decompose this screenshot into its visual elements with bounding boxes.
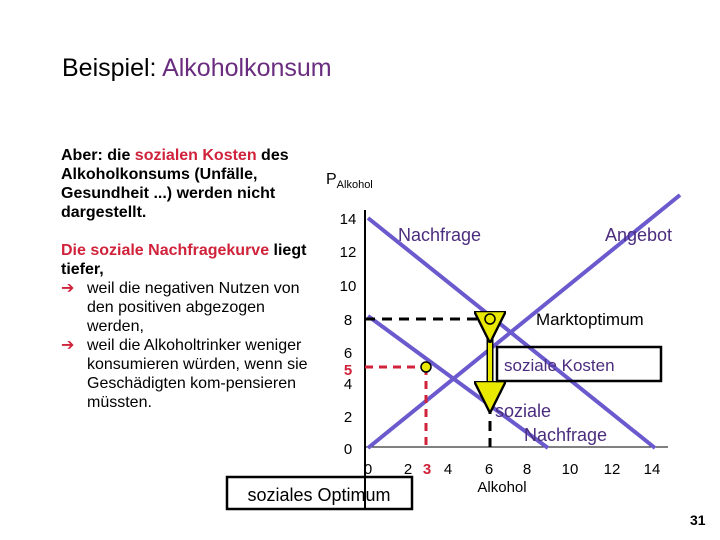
x-tick-label: 3 bbox=[422, 461, 432, 478]
x-tick-label: 8 bbox=[522, 461, 532, 478]
x-tick-label: 4 bbox=[443, 461, 453, 478]
title-prefix: Beispiel: bbox=[62, 54, 157, 82]
market-optimum-label: Marktoptimum bbox=[536, 310, 644, 329]
y-tick-label: 0 bbox=[343, 441, 353, 458]
arrow-bullet-icon: ➔ bbox=[61, 337, 75, 354]
x-tick-label: 10 bbox=[561, 461, 579, 478]
y-axis-label-main: P bbox=[326, 171, 337, 188]
social-demand-label: soziale bbox=[495, 401, 552, 421]
y-tick-label: 5 bbox=[343, 362, 353, 379]
x-tick-label: 2 bbox=[403, 461, 413, 478]
social-cost-label: soziale Kosten bbox=[504, 356, 615, 375]
x-axis-label: Alkohol bbox=[477, 479, 527, 496]
y-tick-label: 14 bbox=[339, 211, 357, 228]
y-tick-label: 6 bbox=[343, 345, 353, 362]
text-highlight: Die soziale Nachfragekurve bbox=[61, 242, 270, 259]
x-tick-label: 12 bbox=[603, 461, 621, 478]
y-axis-label-sub: Alkohol bbox=[336, 179, 373, 192]
list-item-text: weil die Alkoholtrinker weniger konsumieren würden, wenn sie Geschädigten kom-pensieren müssten. bbox=[87, 337, 308, 411]
x-tick-label: 14 bbox=[643, 461, 661, 478]
x-tick-label: 0 bbox=[363, 461, 373, 478]
y-tick-labels bbox=[340, 211, 357, 458]
y-tick-label: 2 bbox=[343, 409, 353, 426]
x-tick-label: 6 bbox=[484, 461, 494, 478]
slide-number: 31 bbox=[690, 512, 706, 528]
y-tick-label: 4 bbox=[343, 376, 353, 393]
list-item-text: weil die negativen Nutzen von den positiven abgezogen werden, bbox=[87, 280, 300, 335]
y-tick-label: 12 bbox=[339, 244, 357, 261]
title-subject: Alkoholkonsum bbox=[162, 54, 332, 82]
market-optimum-point bbox=[485, 314, 495, 324]
x-tick-labels bbox=[364, 461, 661, 496]
text-segment: liegt tiefer, bbox=[61, 242, 307, 278]
social-optimum-point bbox=[421, 362, 431, 372]
demand-label: Nachfrage bbox=[398, 225, 482, 245]
arrow-bullet-icon: ➔ bbox=[61, 280, 75, 297]
y-tick-label: 10 bbox=[339, 278, 357, 295]
social-optimum-label: soziales Optimum bbox=[247, 485, 391, 505]
supply-label: Angebot bbox=[605, 225, 673, 245]
text-segment: Aber: die bbox=[61, 147, 135, 164]
social-demand-label: Nachfrage bbox=[524, 425, 608, 445]
text-segment: des Alkoholkonsums (Unfälle, Gesundheit ...) werden nicht dargestellt. bbox=[61, 147, 289, 221]
guide-lines bbox=[365, 314, 495, 447]
y-tick-label: 8 bbox=[343, 312, 353, 329]
text-highlight: sozialen Kosten bbox=[134, 147, 257, 164]
